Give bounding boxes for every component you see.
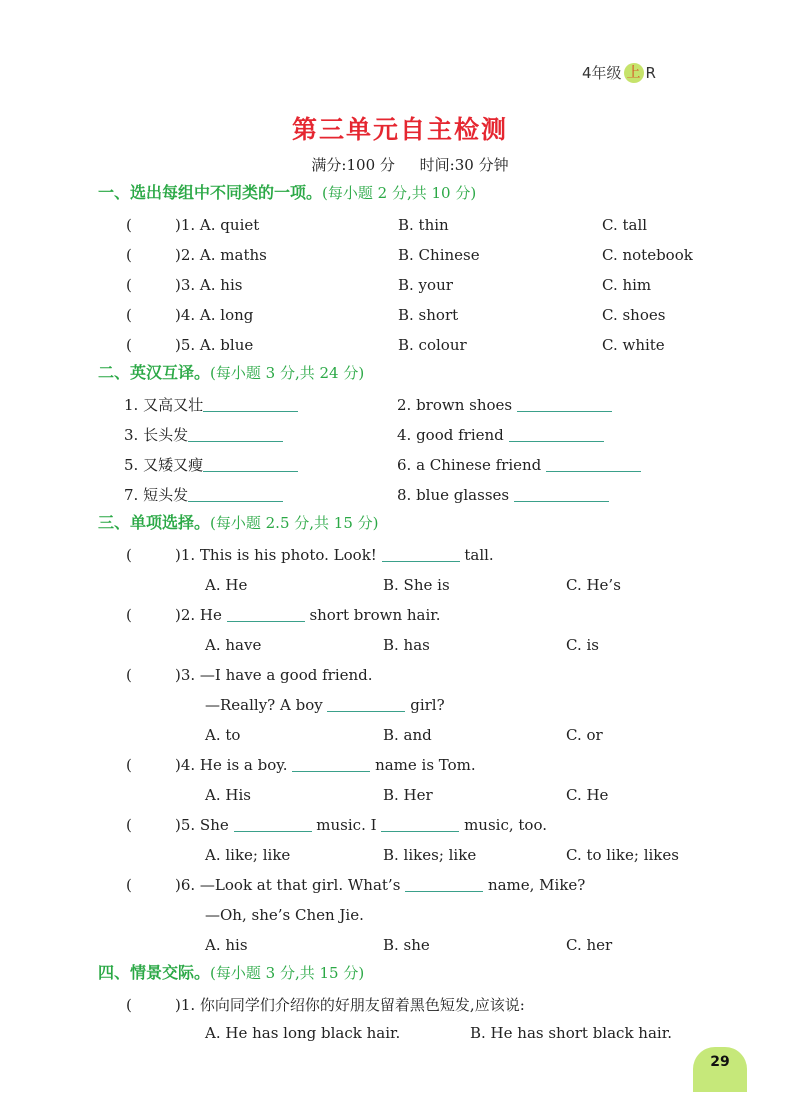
- option-a[interactable]: A. have: [205, 636, 262, 654]
- section-title: 一、选出每组中不同类的一项。: [98, 183, 323, 202]
- answer-paren[interactable]: (: [126, 756, 132, 774]
- option-b[interactable]: B. and: [383, 726, 432, 744]
- option-a: )4. A. long: [175, 306, 254, 324]
- section-heading: [98, 960, 364, 990]
- answer-paren[interactable]: (: [126, 336, 132, 354]
- item-text: 1. 又高又壮: [124, 396, 204, 414]
- answer-paren[interactable]: (: [126, 546, 132, 564]
- option-a[interactable]: A. He has long black hair.: [205, 1024, 401, 1042]
- item-left: [124, 450, 298, 480]
- full-score: 满分:100 分: [311, 156, 395, 174]
- option-c[interactable]: C. is: [566, 636, 599, 654]
- answer-blank[interactable]: [227, 603, 305, 622]
- question-stem-cont: [205, 900, 364, 930]
- answer-paren[interactable]: (: [126, 306, 132, 324]
- page-number: 29: [693, 1047, 747, 1092]
- item-text: 8. blue glasses: [397, 486, 514, 504]
- answer-blank[interactable]: [188, 483, 283, 502]
- item-text: 2. brown shoes: [397, 396, 517, 414]
- option-a[interactable]: A. his: [205, 936, 248, 954]
- option-a: )2. A. maths: [175, 246, 267, 264]
- question-text: )2. He: [175, 606, 227, 624]
- question-text: music, too.: [459, 816, 547, 834]
- option-c[interactable]: C. or: [566, 726, 603, 744]
- section-title: 四、情景交际。: [98, 963, 211, 982]
- item-text: 3. 长头发: [124, 426, 189, 444]
- question-text: )4. He is a boy.: [175, 756, 293, 774]
- section-points: (每小题 3 分,共 15 分): [210, 964, 365, 982]
- option-a: )3. A. his: [175, 276, 243, 294]
- answer-blank[interactable]: [203, 393, 298, 412]
- question-stem: [175, 990, 525, 1020]
- exam-meta: [0, 154, 800, 175]
- edition-text: R: [645, 63, 656, 82]
- option-c: C. white: [602, 336, 665, 354]
- option-c: C. tall: [602, 216, 648, 234]
- item-text: 6. a Chinese friend: [397, 456, 547, 474]
- item-text: 5. 又矮又瘦: [124, 456, 204, 474]
- item-text: 7. 短头发: [124, 486, 189, 504]
- question-stem: [175, 870, 585, 900]
- section-points: (每小题 2 分,共 10 分): [322, 184, 477, 202]
- answer-blank[interactable]: [234, 813, 312, 832]
- item-right: [397, 390, 612, 420]
- option-b[interactable]: B. He has short black hair.: [470, 1024, 673, 1042]
- answer-paren[interactable]: (: [126, 246, 132, 264]
- question-text: girl?: [405, 696, 445, 714]
- option-b[interactable]: B. She is: [383, 576, 450, 594]
- grade-label: [582, 62, 656, 83]
- option-b: B. colour: [398, 336, 467, 354]
- option-c[interactable]: C. her: [566, 936, 613, 954]
- answer-paren[interactable]: (: [126, 216, 132, 234]
- question-text: —Oh, she’s Chen Jie.: [205, 906, 364, 924]
- answer-blank[interactable]: [203, 453, 298, 472]
- option-a[interactable]: A. to: [205, 726, 241, 744]
- question-stem: [175, 810, 547, 840]
- grade-text: 4年级: [582, 64, 622, 82]
- option-a: )5. A. blue: [175, 336, 254, 354]
- question-stem: [175, 540, 494, 570]
- option-c: C. him: [602, 276, 652, 294]
- option-b[interactable]: B. Her: [383, 786, 433, 804]
- answer-blank[interactable]: [188, 423, 283, 442]
- section-title: 三、单项选择。: [98, 513, 211, 532]
- item-right: [397, 420, 604, 450]
- answer-paren[interactable]: (: [126, 276, 132, 294]
- question-stem: [175, 660, 373, 690]
- answer-paren[interactable]: (: [126, 606, 132, 624]
- option-c: C. shoes: [602, 306, 666, 324]
- item-left: [124, 480, 283, 510]
- section-title: 二、英汉互译。: [98, 363, 211, 382]
- option-b: B. thin: [398, 216, 449, 234]
- question-text: name is Tom.: [370, 756, 476, 774]
- item-right: [397, 450, 641, 480]
- section-points: (每小题 2.5 分,共 15 分): [210, 514, 379, 532]
- question-text: tall.: [459, 546, 494, 564]
- answer-paren[interactable]: (: [126, 996, 132, 1014]
- option-b: B. short: [398, 306, 459, 324]
- question-text: music. I: [311, 816, 382, 834]
- option-a[interactable]: A. He: [205, 576, 248, 594]
- item-text: 4. good friend: [397, 426, 509, 444]
- option-c[interactable]: C. He: [566, 786, 609, 804]
- option-a: )1. A. quiet: [175, 216, 260, 234]
- answer-blank[interactable]: [405, 873, 483, 892]
- option-c[interactable]: C. to like; likes: [566, 846, 679, 864]
- question-text: )1. 你向同学们介绍你的好朋友留着黑色短发,应该说:: [175, 996, 525, 1014]
- question-stem-cont: [205, 690, 445, 720]
- section-heading: [98, 360, 364, 390]
- option-c[interactable]: C. He’s: [566, 576, 621, 594]
- page-title: 第三单元自主检测: [291, 115, 508, 144]
- option-a[interactable]: A. like; like: [205, 846, 291, 864]
- item-left: [124, 420, 283, 450]
- answer-blank[interactable]: [382, 543, 460, 562]
- time-limit: 时间:30 分钟: [419, 156, 509, 174]
- option-b[interactable]: B. she: [383, 936, 430, 954]
- answer-blank[interactable]: [327, 693, 405, 712]
- item-left: [124, 390, 298, 420]
- answer-paren[interactable]: (: [126, 876, 132, 894]
- section-heading: [98, 180, 476, 210]
- question-text: )5. She: [175, 816, 234, 834]
- section-heading: [98, 510, 379, 540]
- answer-paren[interactable]: (: [126, 816, 132, 834]
- option-b: B. Chinese: [398, 246, 480, 264]
- option-b[interactable]: B. has: [383, 636, 430, 654]
- question-text: —Really? A boy: [205, 696, 328, 714]
- answer-blank[interactable]: [517, 393, 612, 412]
- item-right: [397, 480, 609, 510]
- answer-blank[interactable]: [292, 753, 370, 772]
- option-b[interactable]: B. likes; like: [383, 846, 477, 864]
- grade-badge: 上: [624, 63, 644, 83]
- option-b: B. your: [398, 276, 453, 294]
- answer-blank[interactable]: [546, 453, 641, 472]
- question-text: )3. —I have a good friend.: [175, 666, 373, 684]
- answer-blank[interactable]: [509, 423, 604, 442]
- question-text: name, Mike?: [483, 876, 586, 894]
- question-text: )1. This is his photo. Look!: [175, 546, 382, 564]
- answer-blank[interactable]: [514, 483, 609, 502]
- question-text: )6. —Look at that girl. What’s: [175, 876, 406, 894]
- answer-paren[interactable]: (: [126, 666, 132, 684]
- question-stem: [175, 600, 441, 630]
- option-a[interactable]: A. His: [205, 786, 251, 804]
- option-c: C. notebook: [602, 246, 693, 264]
- question-text: short brown hair.: [304, 606, 441, 624]
- question-stem: [175, 750, 476, 780]
- answer-blank[interactable]: [381, 813, 459, 832]
- section-points: (每小题 3 分,共 24 分): [210, 364, 365, 382]
